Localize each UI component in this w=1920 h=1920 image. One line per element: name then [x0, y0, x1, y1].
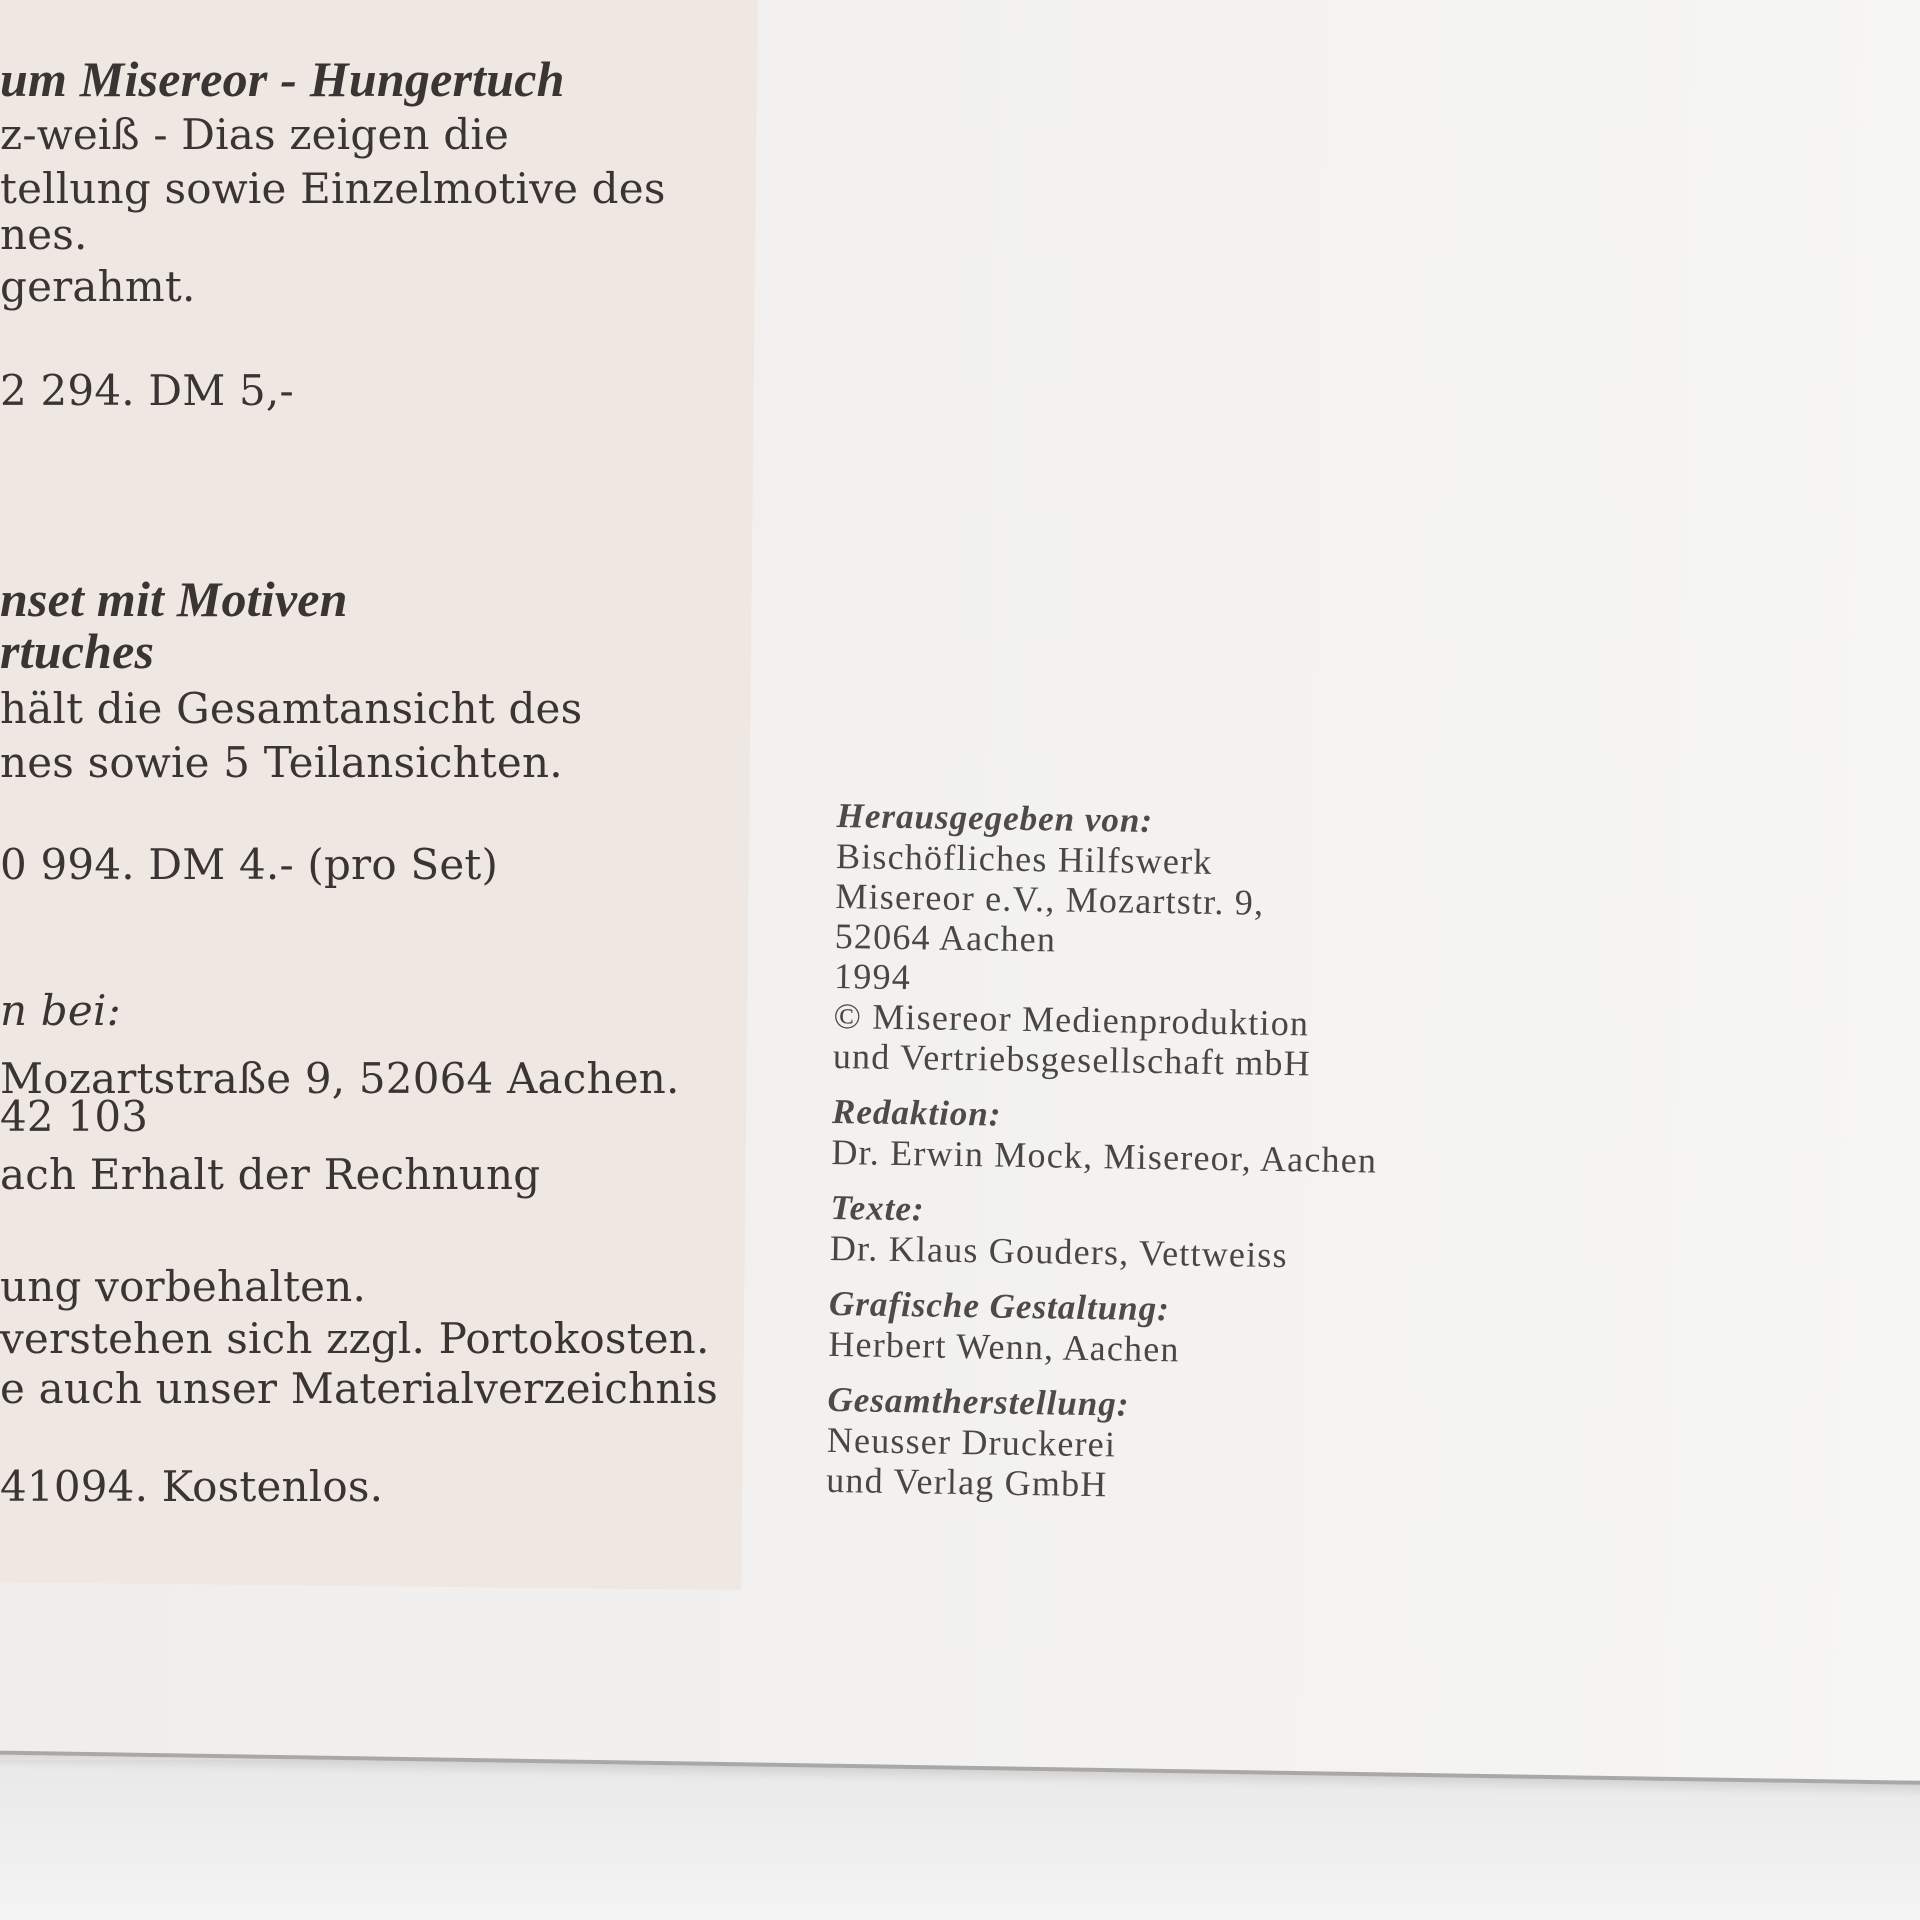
postkarten-order-price: 0 994. DM 4.- (pro Set) — [0, 840, 499, 889]
imprint-publisher-line: 1994 — [833, 955, 912, 998]
ordering-note-1: ung vorbehalten. — [0, 1262, 367, 1311]
dias-order-price: 2 294. DM 5,- — [0, 366, 294, 415]
ordering-payment: ach Erhalt der Rechnung — [0, 1150, 541, 1199]
dias-text-line-2: tellung sowie Einzelmotive des — [0, 164, 666, 213]
imprint-production-heading: Gesamtherstellung: — [827, 1379, 1130, 1424]
imprint-publisher-line: Misereor e.V., Mozartstr. 9, — [835, 875, 1265, 923]
imprint-editor — [831, 1092, 1532, 1183]
postkarten-text-line-2: nes sowie 5 Teilansichten. — [0, 738, 563, 787]
imprint-editor-heading: Redaktion: — [831, 1091, 1002, 1134]
ordering-note-2: verstehen sich zzgl. Portokosten. — [0, 1314, 710, 1363]
imprint-publisher-line: Bischöfliches Hilfswerk — [835, 835, 1213, 882]
ordering-label: n bei: — [0, 986, 121, 1035]
dias-text-line-4: gerahmt. — [0, 262, 196, 311]
ordering-phone: 42 103 — [0, 1092, 149, 1141]
dias-text-line-3: nes. — [0, 210, 88, 259]
postkarten-text-line-1: hält die Gesamtansicht des — [0, 684, 583, 733]
ordering-address: Mozartstraße 9, 52064 Aachen. — [0, 1054, 680, 1103]
imprint-publisher-line: © Misereor Medienproduktion — [833, 995, 1310, 1044]
imprint-texts — [830, 1188, 1531, 1279]
order-info-column — [0, 0, 760, 1600]
imprint-publisher-line: 52064 Aachen — [834, 915, 1057, 960]
postkarten-heading-line-2: rtuches — [0, 623, 155, 679]
catalog-order-number: 41094. Kostenlos. — [0, 1462, 384, 1511]
imprint-publisher — [833, 796, 1537, 1087]
ordering-note-3: e auch unser Materialverzeichnis — [0, 1364, 719, 1413]
postkarten-heading-line-1: nset mit Motiven — [0, 571, 348, 627]
imprint-editor-line: Dr. Erwin Mock, Misereor, Aachen — [831, 1131, 1378, 1181]
imprint-design-heading: Grafische Gestaltung: — [828, 1283, 1171, 1329]
table-surface — [0, 1760, 1920, 1920]
imprint-production-line: Neusser Druckerei — [826, 1419, 1117, 1465]
imprint-production — [826, 1380, 1528, 1511]
imprint-design-line: Herbert Wenn, Aachen — [828, 1323, 1180, 1370]
imprint-publisher-line: und Vertriebsgesellschaft mbH — [832, 1035, 1312, 1084]
dias-heading: um Misereor - Hungertuch — [0, 51, 565, 107]
imprint-publisher-heading: Herausgegeben von: — [836, 796, 1154, 840]
imprint-texts-line: Dr. Klaus Gouders, Vettweiss — [829, 1227, 1289, 1276]
imprint-column — [826, 796, 1537, 1527]
imprint-production-line: und Verlag GmbH — [825, 1459, 1108, 1505]
dias-text-line-1: z-weiß - Dias zeigen die — [0, 110, 510, 159]
imprint-design — [828, 1284, 1529, 1375]
imprint-texts-heading: Texte: — [830, 1187, 925, 1229]
